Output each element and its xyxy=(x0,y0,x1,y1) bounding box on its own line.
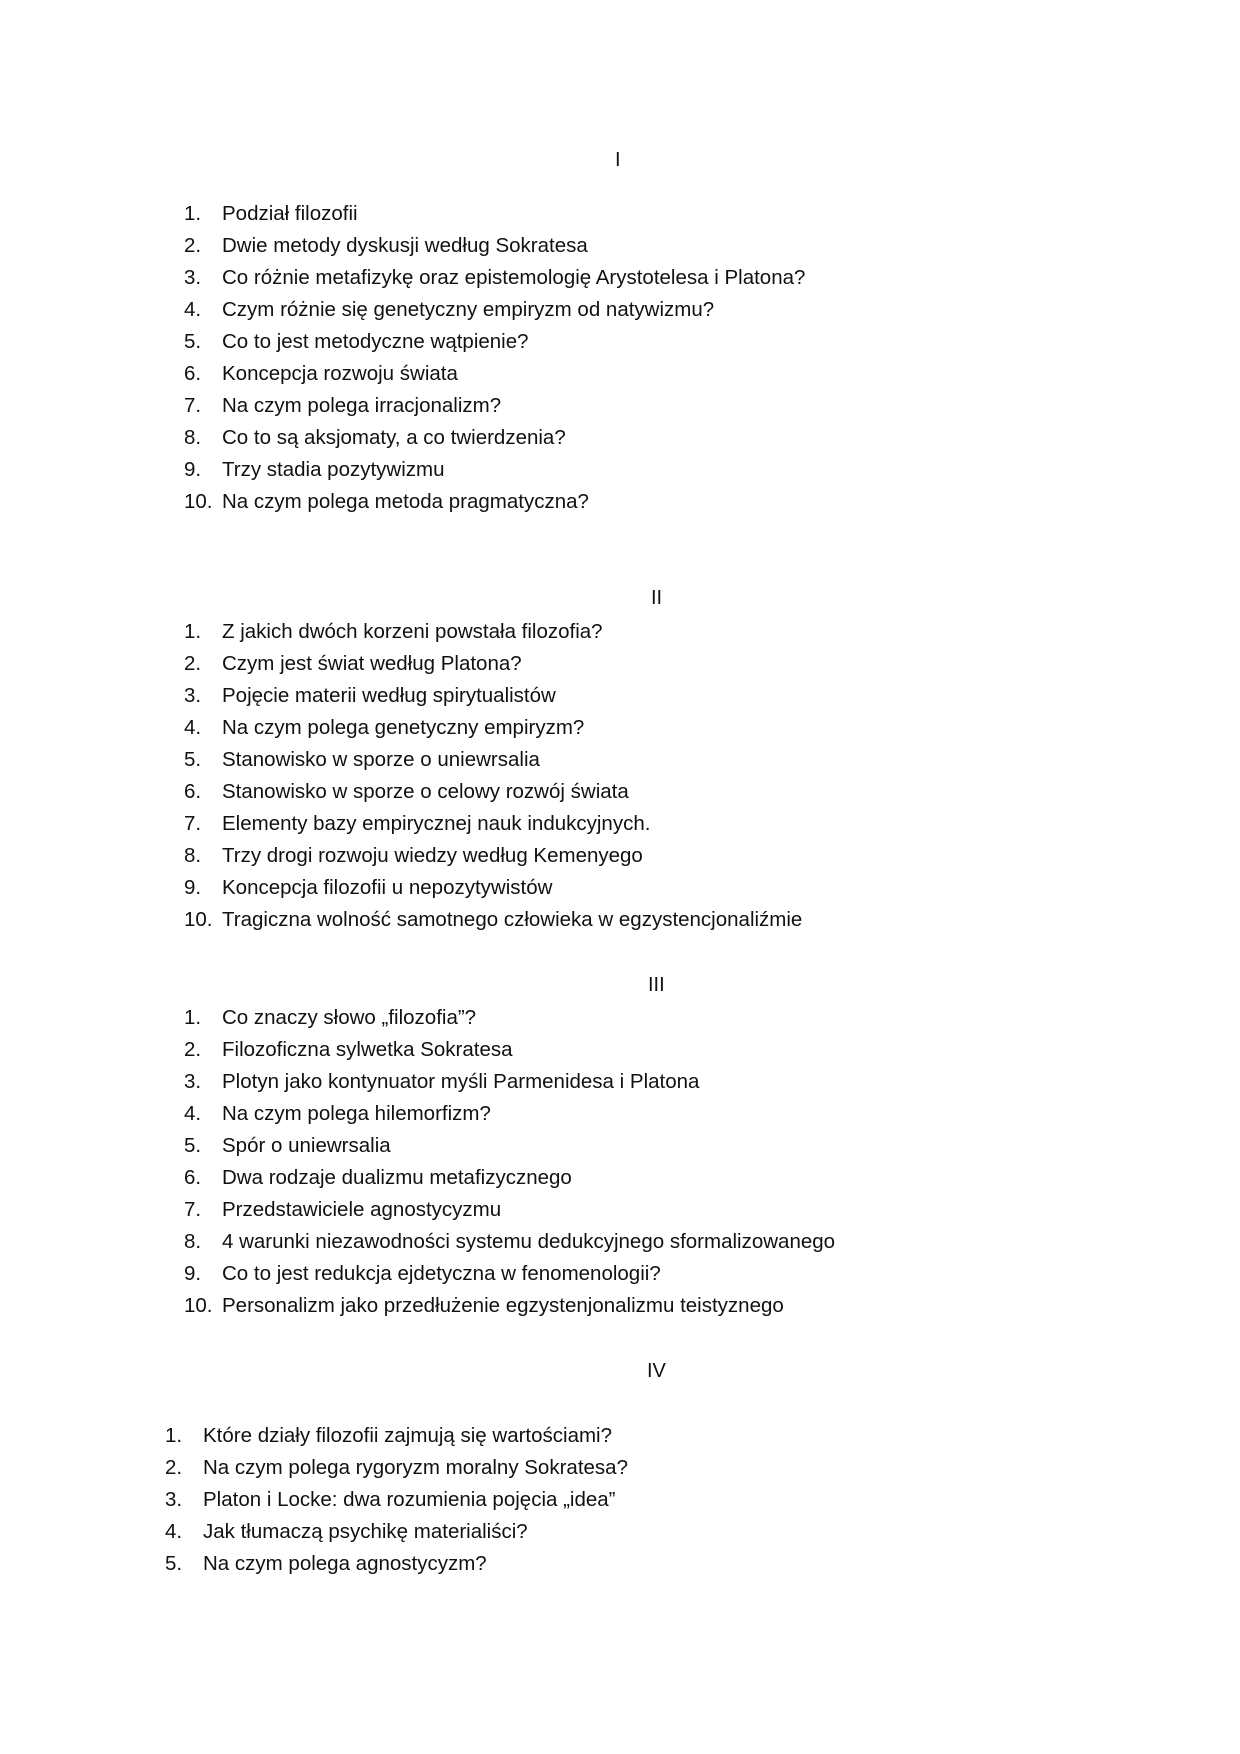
question-list-3 xyxy=(184,1002,835,1322)
list-item xyxy=(165,1548,628,1580)
list-item xyxy=(184,262,805,294)
item-number: 7. xyxy=(184,812,202,835)
item-number: 9. xyxy=(184,1262,202,1285)
item-text: Na czym polega genetyczny empiryzm? xyxy=(222,716,585,739)
item-number: 1. xyxy=(165,1424,183,1447)
list-item xyxy=(184,486,805,518)
item-text: Co różnie metafizykę oraz epistemologię Arystotelesa i Platona? xyxy=(222,266,806,289)
item-text: Które działy filozofii zajmują się wartościami? xyxy=(203,1424,613,1447)
question-list-1 xyxy=(184,198,805,518)
item-text: Co to jest redukcja ejdetyczna w fenomenologii? xyxy=(222,1262,661,1285)
item-text: Koncepcja rozwoju świata xyxy=(222,362,458,385)
list-item xyxy=(165,1452,628,1484)
item-number: 3. xyxy=(184,266,202,289)
item-number: 8. xyxy=(184,426,202,449)
item-text: Co to są aksjomaty, a co twierdzenia? xyxy=(222,426,566,449)
item-number: 3. xyxy=(184,684,202,707)
list-item xyxy=(184,390,805,422)
list-item xyxy=(165,1516,628,1548)
item-text: 4 warunki niezawodności systemu dedukcyjnego sformalizowanego xyxy=(222,1230,836,1253)
item-number: 1. xyxy=(184,620,202,643)
list-item xyxy=(184,1034,835,1066)
item-number: 1. xyxy=(184,1006,202,1029)
item-text: Platon i Locke: dwa rozumienia pojęcia „idea” xyxy=(203,1488,616,1511)
list-item xyxy=(184,1290,835,1322)
item-number: 9. xyxy=(184,458,202,481)
list-item xyxy=(184,1130,835,1162)
list-item xyxy=(184,680,802,712)
item-number: 6. xyxy=(184,362,202,385)
list-item xyxy=(184,904,802,936)
item-number: 1. xyxy=(184,202,202,225)
list-item xyxy=(165,1420,628,1452)
list-item xyxy=(184,808,802,840)
item-text: Trzy stadia pozytywizmu xyxy=(222,458,445,481)
list-item xyxy=(184,1226,835,1258)
section-heading-4: IV xyxy=(647,1360,666,1382)
list-item xyxy=(184,422,805,454)
list-item xyxy=(184,230,805,262)
item-number: 5. xyxy=(184,748,202,771)
list-item xyxy=(184,872,802,904)
item-text: Koncepcja filozofii u nepozytywistów xyxy=(222,876,553,899)
item-number: 3. xyxy=(184,1070,202,1093)
item-text: Trzy drogi rozwoju wiedzy według Kemenyego xyxy=(222,844,643,867)
list-item xyxy=(184,1098,835,1130)
item-number: 5. xyxy=(165,1552,183,1575)
list-item xyxy=(184,840,802,872)
item-text: Na czym polega rygoryzm moralny Sokratesa? xyxy=(203,1456,628,1479)
item-number: 2. xyxy=(184,1038,202,1061)
item-text: Co to jest metodyczne wątpienie? xyxy=(222,330,529,353)
item-number: 5. xyxy=(184,330,202,353)
item-number: 7. xyxy=(184,394,202,417)
item-text: Czym jest świat według Platona? xyxy=(222,652,522,675)
item-text: Czym różnie się genetyczny empiryzm od natywizmu? xyxy=(222,298,715,321)
item-number: 8. xyxy=(184,1230,202,1253)
section-heading-2: II xyxy=(651,587,663,609)
section-heading-1: I xyxy=(615,149,621,171)
item-number: 10. xyxy=(184,908,213,931)
item-text: Z jakich dwóch korzeni powstała filozofia? xyxy=(222,620,603,643)
list-item xyxy=(184,358,805,390)
question-list-2 xyxy=(184,616,802,936)
item-number: 6. xyxy=(184,780,202,803)
list-item xyxy=(184,712,802,744)
list-item xyxy=(184,744,802,776)
list-item xyxy=(184,776,802,808)
item-number: 5. xyxy=(184,1134,202,1157)
item-number: 4. xyxy=(184,716,202,739)
item-text: Tragiczna wolność samotnego człowieka w egzystencjonaliźmie xyxy=(222,908,803,931)
item-number: 2. xyxy=(184,234,202,257)
list-item xyxy=(184,198,805,230)
item-text: Na czym polega hilemorfizm? xyxy=(222,1102,491,1125)
list-item xyxy=(184,294,805,326)
item-text: Spór o uniewrsalia xyxy=(222,1134,391,1157)
item-number: 7. xyxy=(184,1198,202,1221)
item-text: Na czym polega agnostycyzm? xyxy=(203,1552,487,1575)
item-text: Na czym polega irracjonalizm? xyxy=(222,394,502,417)
item-number: 10. xyxy=(184,490,213,513)
item-text: Plotyn jako kontynuator myśli Parmenidesa i Platona xyxy=(222,1070,700,1093)
item-text: Dwie metody dyskusji według Sokratesa xyxy=(222,234,588,257)
item-number: 4. xyxy=(184,298,202,321)
question-list-4 xyxy=(165,1420,628,1580)
item-number: 10. xyxy=(184,1294,213,1317)
item-text: Dwa rodzaje dualizmu metafizycznego xyxy=(222,1166,572,1189)
item-number: 4. xyxy=(165,1520,183,1543)
item-number: 3. xyxy=(165,1488,183,1511)
list-item xyxy=(184,1002,835,1034)
item-text: Na czym polega metoda pragmatyczna? xyxy=(222,490,589,513)
list-item xyxy=(184,648,802,680)
list-item xyxy=(184,1194,835,1226)
list-item xyxy=(184,1066,835,1098)
item-text: Stanowisko w sporze o uniewrsalia xyxy=(222,748,540,771)
list-item xyxy=(165,1484,628,1516)
item-number: 2. xyxy=(184,652,202,675)
item-number: 4. xyxy=(184,1102,202,1125)
item-text: Filozoficzna sylwetka Sokratesa xyxy=(222,1038,513,1061)
item-number: 9. xyxy=(184,876,202,899)
list-item xyxy=(184,326,805,358)
item-number: 6. xyxy=(184,1166,202,1189)
item-text: Stanowisko w sporze o celowy rozwój świata xyxy=(222,780,629,803)
list-item xyxy=(184,1258,835,1290)
list-item xyxy=(184,454,805,486)
item-text: Co znaczy słowo „filozofia”? xyxy=(222,1006,477,1029)
item-text: Pojęcie materii według spirytualistów xyxy=(222,684,556,707)
item-text: Podział filozofii xyxy=(222,202,358,225)
item-text: Elementy bazy empirycznej nauk indukcyjnych. xyxy=(222,812,651,835)
item-text: Przedstawiciele agnostycyzmu xyxy=(222,1198,502,1221)
list-item xyxy=(184,1162,835,1194)
item-number: 8. xyxy=(184,844,202,867)
list-item xyxy=(184,616,802,648)
section-heading-3: III xyxy=(648,974,665,996)
item-number: 2. xyxy=(165,1456,183,1479)
item-text: Personalizm jako przedłużenie egzystenjonalizmu teistyznego xyxy=(222,1294,784,1317)
item-text: Jak tłumaczą psychikę materialiści? xyxy=(203,1520,528,1543)
